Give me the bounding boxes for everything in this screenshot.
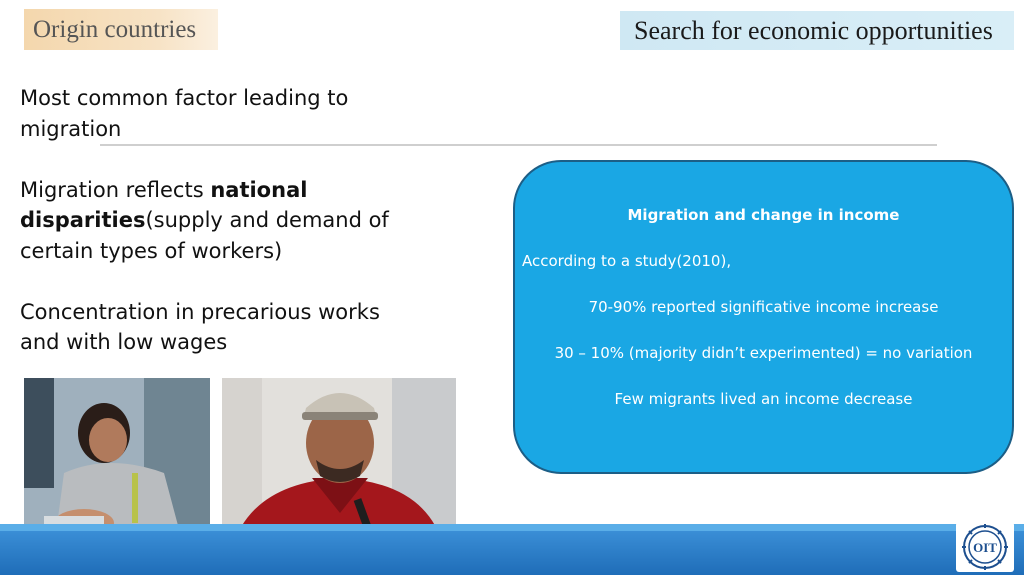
footer-bar (0, 531, 1024, 575)
body-text (20, 83, 390, 388)
oit-logo-text: OIT (973, 540, 997, 555)
oit-emblem-icon (956, 522, 1014, 572)
worker-woman-illustration (24, 378, 210, 548)
disparities-suffix: (supply and demand of certain types of workers) (20, 208, 389, 263)
info-box-line-increase: 70-90% reported significative income increase (588, 298, 939, 316)
worker-woman-photo (24, 378, 210, 548)
info-box-line-no-variation: 30 – 10% (majority didn’t experimented) = no variation (554, 344, 973, 362)
paragraph-disparities (20, 175, 390, 267)
origin-countries-tag (24, 9, 218, 50)
info-box-title: Migration and change in income (627, 206, 900, 224)
income-info-box (513, 160, 1014, 474)
economic-opportunities-tag (620, 11, 1014, 50)
disparities-bold: national disparities (20, 177, 308, 232)
worker-man-photo (222, 378, 456, 548)
divider-line (100, 144, 937, 146)
info-box-line-decrease: Few migrants lived an income decrease (614, 390, 913, 408)
paragraph-common-factor: Most common factor leading to migration (20, 86, 349, 141)
disparities-prefix: Migration reflects (20, 177, 211, 202)
oit-logo (956, 522, 1014, 572)
info-box-study: According to a study(2010), (522, 252, 732, 270)
footer-stripe (0, 524, 1024, 531)
paragraph-precarious-works: Concentration in precarious works and with low wages (20, 299, 380, 354)
economic-opportunities-label: Search for economic opportunities (634, 15, 993, 45)
origin-countries-label: Origin countries (33, 15, 197, 43)
worker-man-illustration (222, 378, 456, 548)
